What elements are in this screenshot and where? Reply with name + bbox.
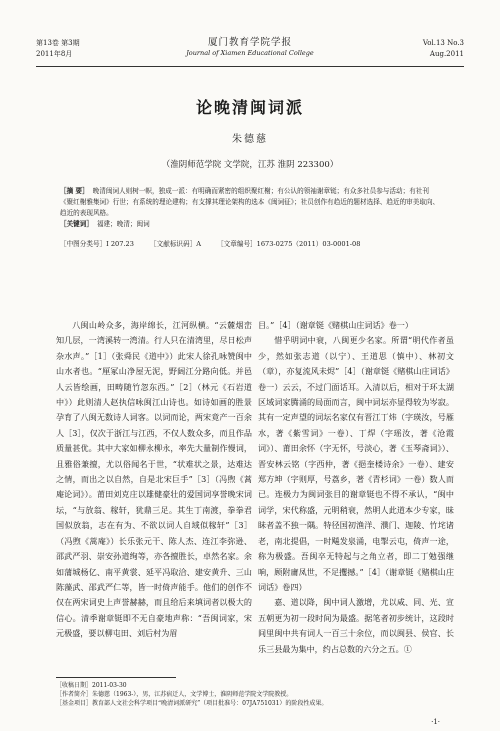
journal-name-zh: 厦门教育学院学报: [207, 37, 292, 48]
journal-name-en: Journal of Xiamen Educational College: [186, 49, 314, 57]
header-date: 2011年8月: [36, 50, 73, 58]
classification-line: [60, 238, 440, 248]
author-bio: ［作者简介］朱德慈（1963-），男，江苏宿迁人，文学博士，淮阴师范学院文学院教授。: [56, 691, 293, 698]
running-header: [36, 34, 464, 67]
header-volume-en: [423, 38, 464, 60]
body-paragraph: 嘉、道以降，闽中词人激增，尤以咸、同、光、宣五朝更为初一段时间为最盛。据笔者初步统计，这段时间里闽中共有词人一百三十余位，而以闽县、侯官、长乐三县最为集中，约占总数的六分之五。①: [258, 597, 454, 654]
footnote-divider: [56, 677, 176, 678]
keywords: [60, 219, 440, 230]
abstract: [60, 186, 440, 219]
abstract-block: [60, 186, 440, 230]
body-column-right: [258, 318, 454, 657]
page-number: ·1·: [431, 718, 440, 726]
keywords-text: 福建；晚清；闽词: [96, 220, 150, 228]
author-affiliation: （淮阴师范学院 文学院，江苏 淮阴 223300）: [161, 160, 339, 170]
footnotes: [56, 681, 444, 708]
article-author: 朱德慈: [232, 134, 268, 145]
body-paragraph: 惜乎明词中衰，八闽更少名家。所谓“明代作者虽少，然如张志道（以宁）、王道思（慎中）、林初文（章），亦复流风未烬”［4］（谢章铤《赌棋山庄词话》卷一）云云，不过门面话耳。入清以后，相对于环太湖区域词家腾涌的局面而言，闽中词坛亦显得较为岑寂。其有一定声望的词坛名家仅有晋江丁炜（字瑛汝，号雁水，著《紫雪词》一卷）、丁焊（字瑶汝，著《沧霞词》）、莆田余怀（字无怀，号淡心，著《玉琴斋词》）、晋安林云铭（字西仲，著《挹奎楼诗余》一卷）、建安郑方坤（字则厚，号荔乡，著《青杉词》一卷）数人而已。连极力为闽词张目的谢章铤也不得不承认，“闽中词学，宋代称盛，元明稍衰，然明人此道本少专家，昧眛者盖不独一隅。特径国初渔洋、濮门、迦陵、竹垞诸老，南北提倡，一时飚发泉涌，电掣云屯，倚声一途，称为极盛。吾闽卒无特起与之角立者，即二丁勉强继响，顾附庸凤世，不足攫撼。”［4］（谢章铤《赌棋山庄词话》卷四）: [258, 335, 454, 592]
body-paragraph: 目。”［4］（谢章铤《赌棋山庄词话》卷一）: [258, 320, 413, 330]
document-code: ［文献标识码］A: [150, 240, 201, 248]
header-month-year: Aug.2011: [429, 50, 464, 58]
fund-info: ［基金项目］教育部人文社会科学项目“晚清词派研究”（项目批准号：07JA751031）的阶段性成果。: [56, 700, 328, 707]
keywords-label: ［关键词］: [60, 220, 93, 228]
clc-number: ［中图分类号］I 207.23: [60, 240, 134, 248]
body-paragraph: 八闽山岭众多，海岸绵长，江河纵横。“云麓烟峦知几层，一湾溪转一湾清。行人只在清湾里，尽日松声杂水声。”［1］（张舜民《道中》）此宋人徐孔咏赞闽中山水者也。“厘冢山净屋无泥，野阔江分路向低。并邑人云皆绘画，田畴随竹忽东西。”［2］（林元《石岩道中》）此则清人赵执信咏闽江山诗也。如诗如画的胜景孕育了八闽无数诗人词客。以词而论，两宋竟产一百余人［3］，仅次于浙江与江西，不仅人数众多，而且作品质量甚优。其中大家如柳永柳永，率先大量制作慢词，且雅俗兼擅，尤以俗闻名于世，“状难状之景，达难达之情，而出之以自然，自是北宋巨手”［3］（冯煦《蒿庵论词》）。莆田刘克庄以雄健豪壮的爱国词享誉晚宋词坛，“与放翁、稼轩，犹鼎三足。其生丁南渡，拳拳君国似放翁，志在有为、不欲以词人自域似稼轩”［3］（冯煦《蒿庵》）长乐张元干、陈人杰、连江李弥逊、邵武严羽、崇安孙道绚等，亦各擅胜长，卓然名家。余如蒲城杨亿、南平黄裳、延平冯取洽、建安黄升、三山陈藻武、邵武严仁等，皆一时倚声能手。他们的创作不仅在两宋词史上声誉赫赫，而且给后来填词者以极大的信心。清季谢章铤即不无自豪地声称：“吾闽词家，宋元极盛，要以柳屯田、刘后村为眉: [56, 320, 252, 639]
journal-name: [36, 37, 464, 59]
header-volume: 第13卷 第3期: [36, 39, 80, 47]
abstract-text: 晚清闽词人则树一帜，独成一派：有明确而紧密的组织聚红榭；有公认的领袖谢章铤；有众多社员参与活动；有社刊《聚红榭雅集词》行世；有系统的理论建构；有支撑其理论架构的选本《闽词征》；社员创作有趋近的题材选择、趋近的审美取向、趋近的表现风格。: [60, 187, 440, 217]
received-date: ［收稿日期］2011-03-30: [56, 682, 127, 689]
article-number: ［文章编号］1673-0275（2011）03-0001-08: [217, 240, 361, 248]
body-column-left: [56, 318, 252, 642]
abstract-label: ［摘 要］: [60, 187, 89, 195]
header-vol-no: Vol.13 No.3: [422, 39, 464, 47]
article-title: 论晚清闽词派: [195, 98, 304, 117]
